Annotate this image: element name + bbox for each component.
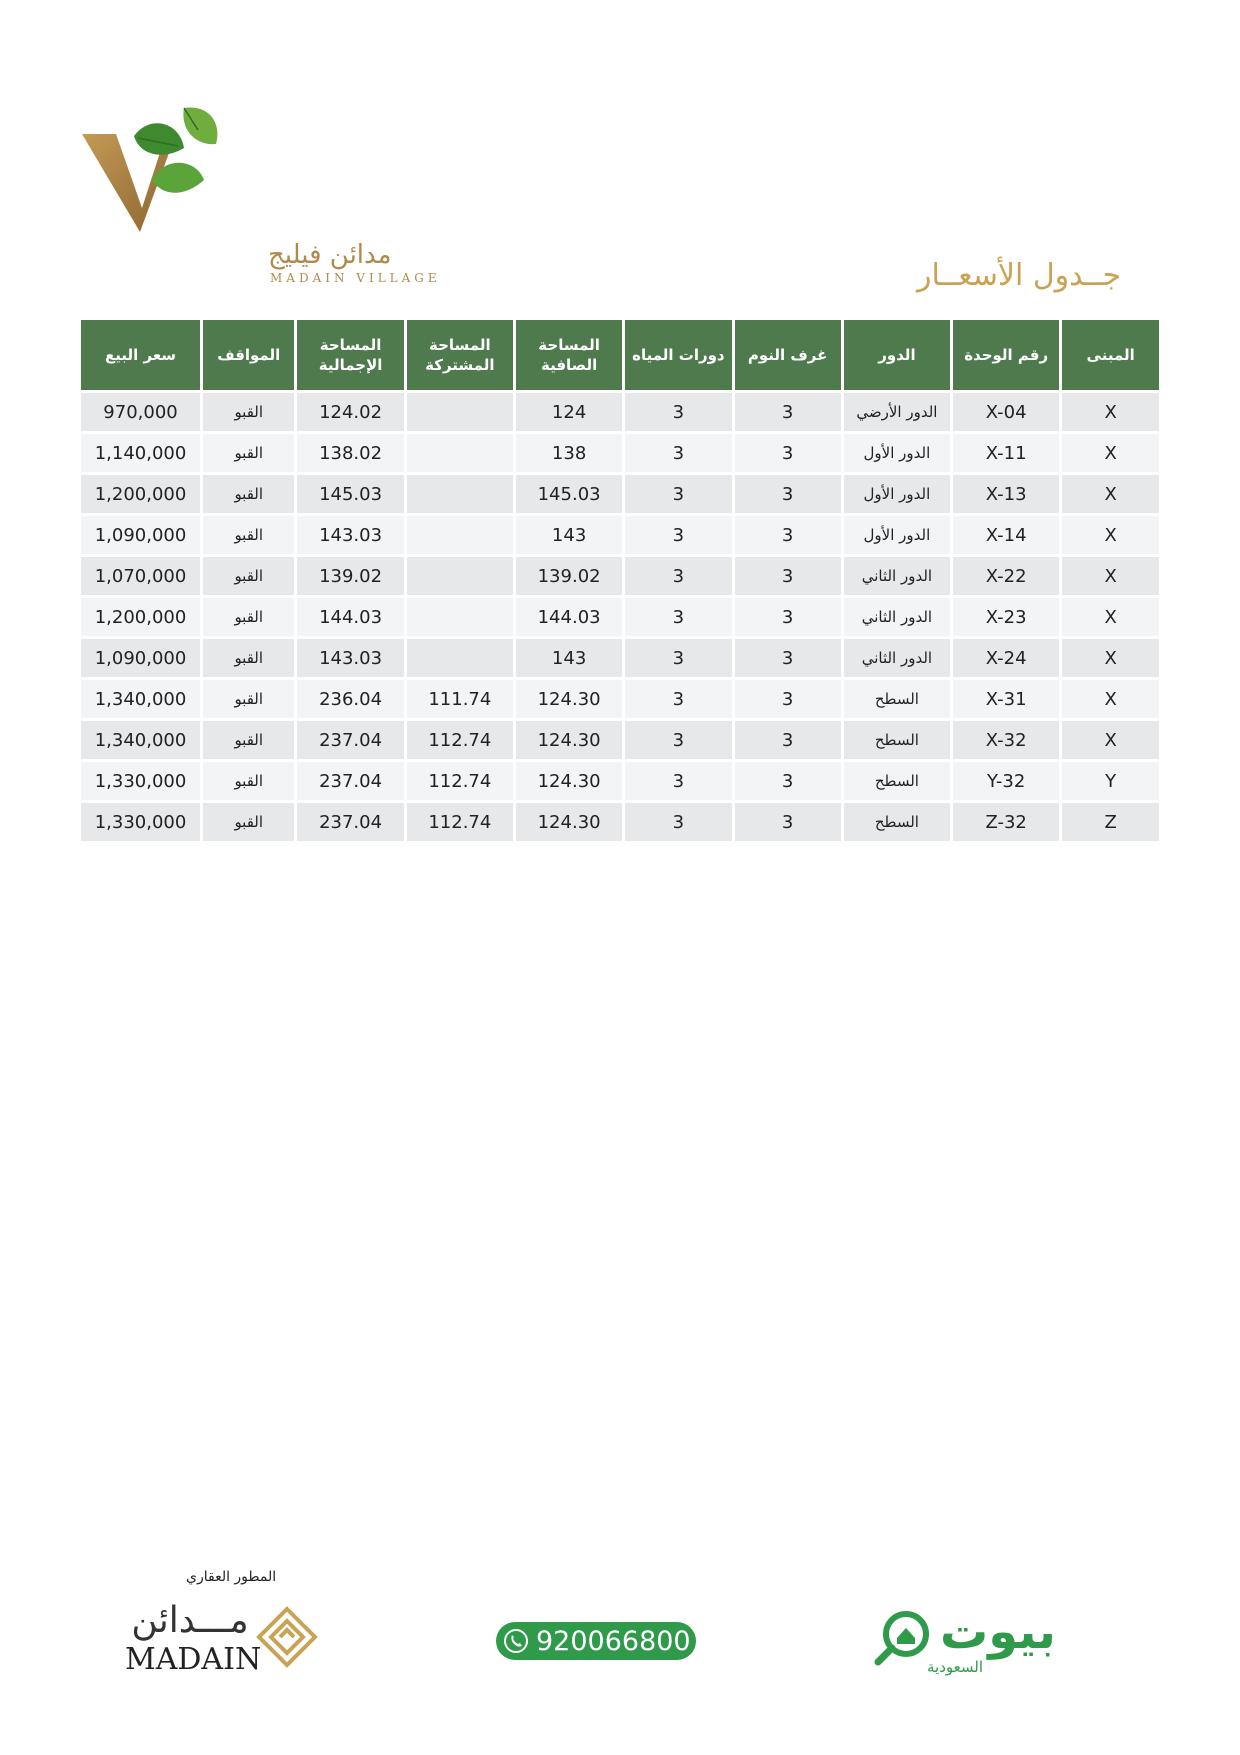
cell-bedrooms: 3 [735,475,841,513]
cell-total-area: 143.03 [297,516,403,554]
cell-bathrooms: 3 [625,393,731,431]
table-row [81,393,1159,431]
cell-bedrooms: 3 [735,516,841,554]
cell-unit-number: Y-32 [953,762,1059,800]
cell-building: Z [1062,803,1159,841]
cell-shared-area [407,598,513,636]
header-unit-number: رقم الوحدة [953,320,1059,390]
madain-name-english: MADAIN [125,1642,262,1677]
cell-shared-area: 112.74 [407,762,513,800]
cell-unit-number: X-31 [953,680,1059,718]
cell-total-area: 139.02 [297,557,403,595]
cell-bedrooms: 3 [735,721,841,759]
price-table [78,317,1162,844]
cell-floor: الدور الثاني [844,598,950,636]
header-parking: المواقف [203,320,294,390]
cell-building: X [1062,639,1159,677]
cell-sale-price: 970,000 [81,393,200,431]
cell-unit-number: Z-32 [953,803,1059,841]
header-building: المبنى [1062,320,1159,390]
cell-shared-area [407,434,513,472]
madain-developer-logo [120,1600,320,1680]
cell-floor: الدور الثاني [844,557,950,595]
house-search-icon [872,1608,932,1668]
cell-bedrooms: 3 [735,434,841,472]
cell-bedrooms: 3 [735,680,841,718]
cell-unit-number: X-22 [953,557,1059,595]
header-shared-area: المساحة المشتركة [407,320,513,390]
table-row [81,434,1159,472]
cell-bedrooms: 3 [735,639,841,677]
table-row [81,516,1159,554]
cell-net-area: 143 [516,516,622,554]
cell-net-area: 144.03 [516,598,622,636]
header-net-area: المساحة الصافية [516,320,622,390]
cell-floor: الدور الأرضي [844,393,950,431]
cell-net-area: 124.30 [516,803,622,841]
cell-floor: الدور الثاني [844,639,950,677]
cell-unit-number: X-24 [953,639,1059,677]
madain-mark-icon [256,1606,318,1668]
table-row [81,639,1159,677]
cell-building: X [1062,475,1159,513]
cell-building: X [1062,598,1159,636]
cell-sale-price: 1,340,000 [81,680,200,718]
cell-bedrooms: 3 [735,762,841,800]
cell-parking: القبو [203,516,294,554]
cell-floor: الدور الأول [844,516,950,554]
cell-shared-area: 111.74 [407,680,513,718]
cell-sale-price: 1,200,000 [81,598,200,636]
cell-parking: القبو [203,598,294,636]
cell-bathrooms: 3 [625,475,731,513]
cell-parking: القبو [203,557,294,595]
cell-total-area: 237.04 [297,803,403,841]
cell-bathrooms: 3 [625,639,731,677]
cell-bedrooms: 3 [735,393,841,431]
cell-total-area: 138.02 [297,434,403,472]
cell-net-area: 143 [516,639,622,677]
cell-bedrooms: 3 [735,803,841,841]
table-body [81,393,1159,841]
table-row [81,680,1159,718]
cell-parking: القبو [203,434,294,472]
table-row [81,598,1159,636]
header-bedrooms: غرف النوم [735,320,841,390]
table-header-row [81,320,1159,390]
table-row [81,803,1159,841]
cell-shared-area: 112.74 [407,803,513,841]
cell-unit-number: X-23 [953,598,1059,636]
cell-sale-price: 1,140,000 [81,434,200,472]
cell-unit-number: X-11 [953,434,1059,472]
cell-building: Y [1062,762,1159,800]
cell-shared-area [407,393,513,431]
cell-total-area: 124.02 [297,393,403,431]
cell-building: X [1062,434,1159,472]
cell-parking: القبو [203,680,294,718]
developer-label: المطور العقاري [186,1569,277,1585]
cell-sale-price: 1,340,000 [81,721,200,759]
cell-bathrooms: 3 [625,516,731,554]
cell-building: X [1062,516,1159,554]
cell-floor: السطح [844,803,950,841]
table-row [81,721,1159,759]
cell-floor: الدور الأول [844,434,950,472]
cell-net-area: 139.02 [516,557,622,595]
cell-floor: السطح [844,721,950,759]
cell-parking: القبو [203,393,294,431]
cell-building: X [1062,393,1159,431]
cell-net-area: 124.30 [516,721,622,759]
table-row [81,557,1159,595]
phone-badge[interactable] [496,1622,696,1660]
cell-unit-number: X-32 [953,721,1059,759]
cell-parking: القبو [203,762,294,800]
cell-bathrooms: 3 [625,803,731,841]
cell-floor: الدور الأول [844,475,950,513]
cell-sale-price: 1,330,000 [81,762,200,800]
table-row [81,762,1159,800]
cell-building: X [1062,721,1159,759]
cell-total-area: 144.03 [297,598,403,636]
cell-shared-area [407,475,513,513]
cell-unit-number: X-14 [953,516,1059,554]
cell-sale-price: 1,070,000 [81,557,200,595]
cell-total-area: 237.04 [297,721,403,759]
cell-shared-area [407,639,513,677]
header-floor: الدور [844,320,950,390]
table-row [81,475,1159,513]
cell-shared-area [407,557,513,595]
cell-shared-area: 112.74 [407,721,513,759]
cell-building: X [1062,680,1159,718]
cell-parking: القبو [203,639,294,677]
cell-bathrooms: 3 [625,721,731,759]
cell-bathrooms: 3 [625,680,731,718]
cell-bathrooms: 3 [625,557,731,595]
madain-village-logo [80,100,441,285]
cell-sale-price: 1,090,000 [81,516,200,554]
cell-total-area: 236.04 [297,680,403,718]
cell-sale-price: 1,330,000 [81,803,200,841]
cell-total-area: 145.03 [297,475,403,513]
madain-name-arabic: مـــدائن [131,1600,249,1641]
cell-total-area: 237.04 [297,762,403,800]
cell-unit-number: X-04 [953,393,1059,431]
village-name-arabic: مدائن فيليج [268,240,392,270]
cell-net-area: 124.30 [516,762,622,800]
phone-icon [502,1627,530,1655]
cell-sale-price: 1,090,000 [81,639,200,677]
cell-bedrooms: 3 [735,598,841,636]
header-bathrooms: دورات المياه [625,320,731,390]
cell-parking: القبو [203,803,294,841]
cell-bathrooms: 3 [625,762,731,800]
cell-net-area: 124.30 [516,680,622,718]
price-table-title: جــدول الأسعــار [917,258,1121,293]
cell-bedrooms: 3 [735,557,841,595]
cell-building: X [1062,557,1159,595]
phone-number: 920066800 [536,1625,691,1657]
buyut-name-arabic: بيوت [940,1604,1056,1660]
cell-parking: القبو [203,721,294,759]
cell-parking: القبو [203,475,294,513]
header-total-area: المساحة الإجمالية [297,320,403,390]
cell-net-area: 124 [516,393,622,431]
village-v-leaf-icon [80,100,220,240]
cell-net-area: 145.03 [516,475,622,513]
cell-sale-price: 1,200,000 [81,475,200,513]
village-name-english: MADAIN VILLAGE [270,271,441,285]
cell-floor: السطح [844,680,950,718]
cell-net-area: 138 [516,434,622,472]
cell-total-area: 143.03 [297,639,403,677]
buyut-subtitle: السعودية [927,1658,984,1676]
cell-shared-area [407,516,513,554]
cell-bathrooms: 3 [625,598,731,636]
buyut-logo [872,1604,1092,1684]
cell-unit-number: X-13 [953,475,1059,513]
header-sale-price: سعر البيع [81,320,200,390]
cell-floor: السطح [844,762,950,800]
cell-bathrooms: 3 [625,434,731,472]
